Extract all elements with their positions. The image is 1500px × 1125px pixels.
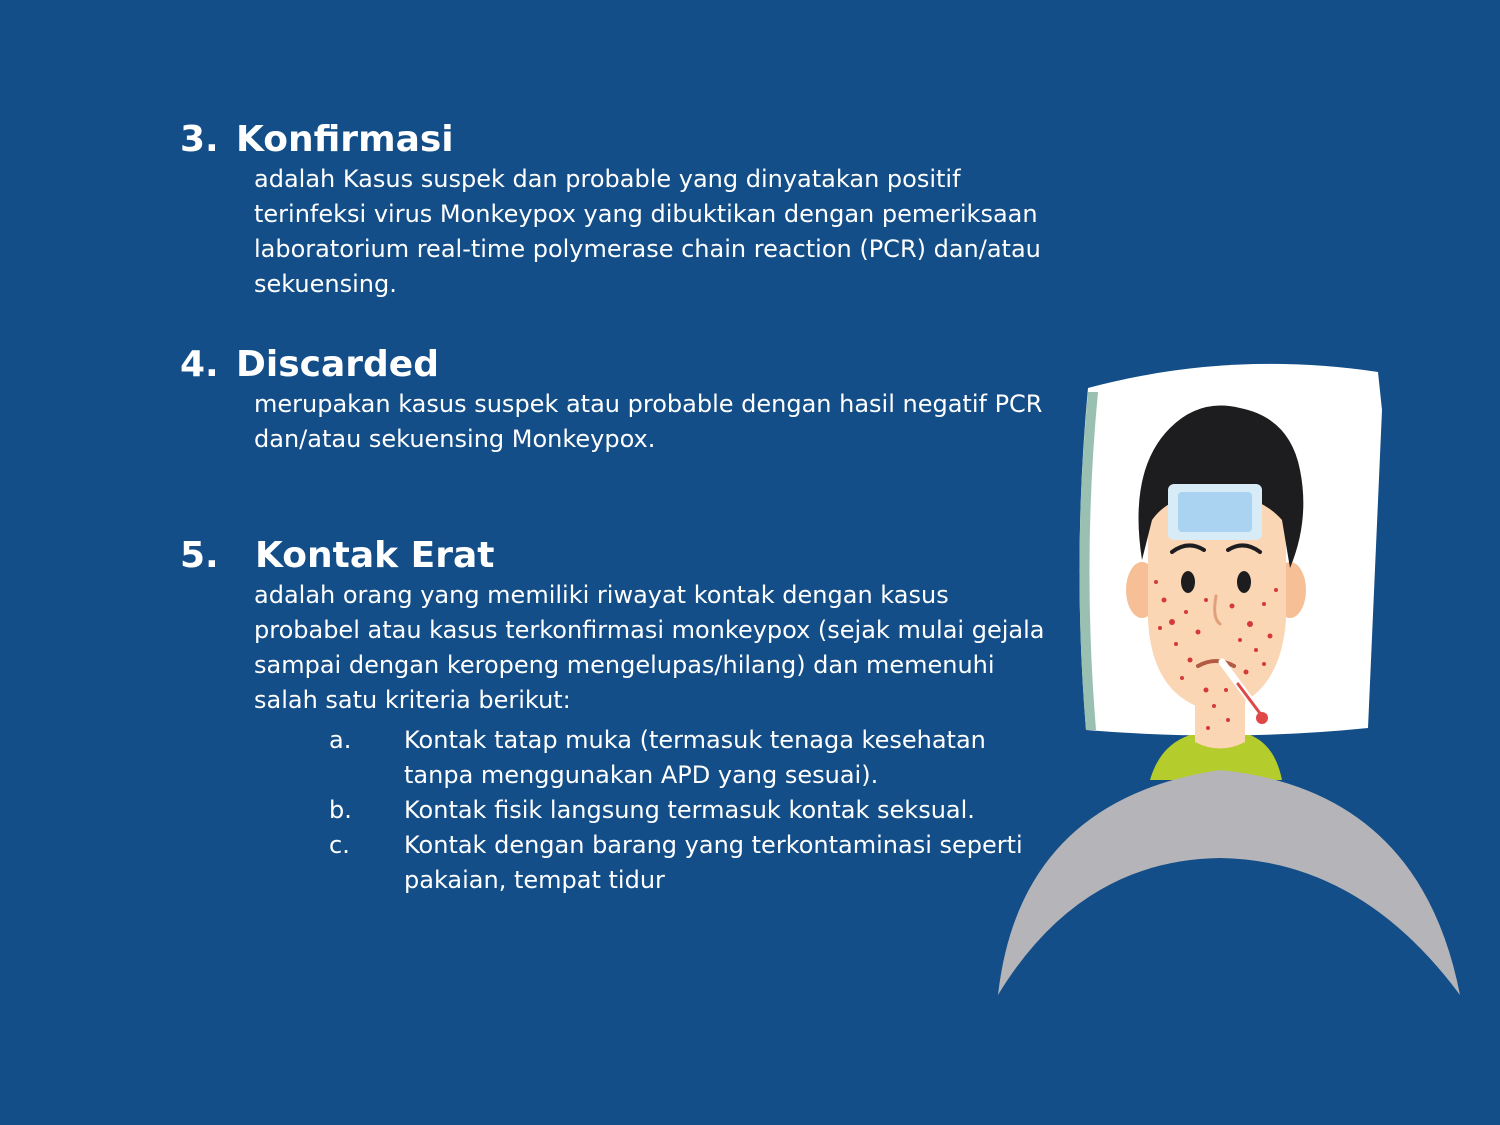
list-text: Kontak dengan barang yang terkontaminasi seperti pakaian, tempat tidur [404, 831, 1023, 894]
section-title: Konfirmasi [236, 119, 454, 160]
section-heading [180, 118, 1060, 162]
list-text: Kontak tatap muka (termasuk tenaga kesehatan tanpa menggunakan APD yang sesuai). [404, 726, 986, 789]
section-konfirmasi [180, 118, 1060, 302]
right-eye [1237, 571, 1251, 593]
section-number: 3. [180, 119, 219, 160]
list-item [329, 723, 1029, 793]
section-number: 5. [180, 535, 219, 576]
list-letter: c. [329, 831, 350, 859]
list-letter: a. [329, 726, 352, 754]
sick-person-in-bed-icon [990, 350, 1470, 1010]
section-body: merupakan kasus suspek atau probable dengan hasil negatif PCR dan/atau sekuensing Monkeypox. [254, 390, 1043, 453]
section-title: Discarded [236, 344, 439, 385]
section-title: Kontak Erat [255, 535, 495, 576]
section-body: adalah orang yang memiliki riwayat kontak dengan kasus probabel atau kasus terkonfirmasi monkeypox (sejak mulai gejala sampai dengan keropeng mengelupas/hilang) dan memenuhi salah satu kriteria berikut: [254, 581, 1045, 714]
section-discarded [180, 343, 1060, 457]
section-heading [180, 343, 1060, 387]
section-number: 4. [180, 344, 219, 385]
list-text: Kontak fisik langsung termasuk kontak seksual. [404, 796, 975, 824]
list-item [329, 793, 1029, 828]
cooling-pad-inner [1178, 492, 1252, 532]
section-kontak-erat [180, 534, 1060, 718]
section-heading [180, 534, 1060, 578]
list-item [329, 828, 1029, 898]
left-eye [1181, 571, 1195, 593]
blanket [998, 770, 1460, 995]
criteria-list [329, 723, 1029, 898]
section-body: adalah Kasus suspek dan probable yang dinyatakan positif terinfeksi virus Monkeypox yang dibuktikan dengan pemeriksaan laboratorium real-time polymerase chain reaction (PCR) dan/atau sekuensing. [254, 165, 1041, 298]
list-letter: b. [329, 796, 352, 824]
